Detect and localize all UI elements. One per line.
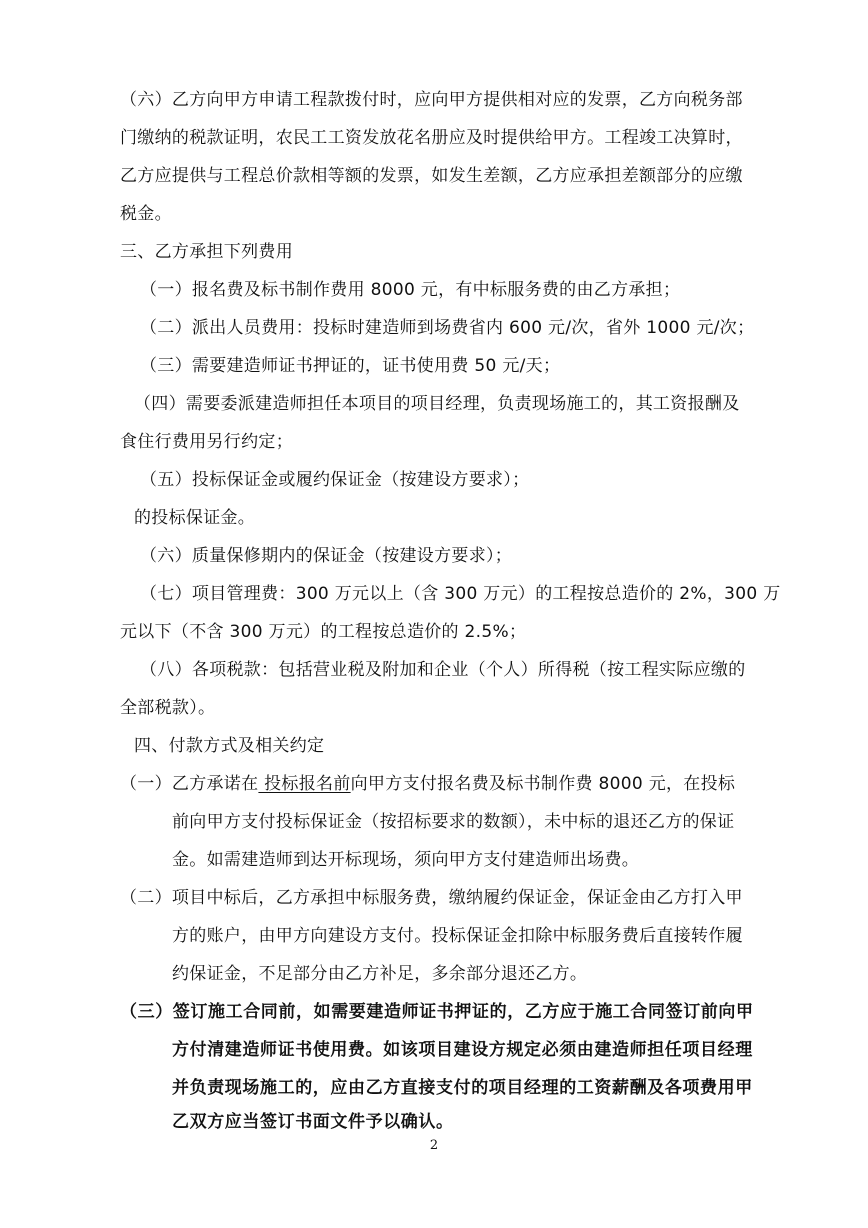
payment-item-1-prefix: （一）乙方承诺在 [120,774,259,794]
fee-item-4-cont: 食住行费用另行约定； [120,432,293,452]
section6-line-2: 门缴纳的税款证明，农民工工资发放花名册应及时提供给甲方。工程竣工决算时， [120,128,743,148]
payment-item-3-line-2: 方付清建造师证书使用费。如该项目建设方规定必须由建造师担任项目经理 [172,1040,753,1060]
payment-item-1-line-2: 前向甲方支付投标保证金（按招标要求的数额），未中标的退还乙方的保证 [172,812,735,832]
fee-item-3: （三）需要建造师证书押证的，证书使用费 50 元/天； [140,356,561,376]
payment-item-3-line-3: 并负责现场施工的，应由乙方直接支付的项目经理的工资薪酬及各项费用甲 [172,1078,753,1098]
fee-item-1: （一）报名费及标书制作费用 8000 元，有中标服务费的由乙方承担； [140,280,681,300]
payment-item-2: （二）项目中标后，乙方承担中标服务费，缴纳履约保证金，保证金由乙方打入甲 [120,888,743,908]
heading-section-4: 四、付款方式及相关约定 [134,736,325,756]
payment-item-3: （三）签订施工合同前，如需要建造师证书押证的，乙方应于施工合同签订前向甲 [120,1002,754,1022]
fee-item-4: （四）需要委派建造师担任本项目的项目经理，负责现场施工的，其工资报酬及 [134,394,740,414]
section6-line-4: 税金。 [120,204,172,224]
fee-item-8-cont: 全部税款）。 [120,698,216,718]
payment-item-1-deadline: 投标报名前 [258,774,351,794]
section6-line-3: 乙方应提供与工程总价款相等额的发票，如发生差额，乙方应承担差额部分的应缴 [120,166,743,186]
payment-item-1-suffix: 向甲方支付报名费及标书制作费 8000 元，在投标 [350,774,736,794]
page-number: 2 [429,1138,439,1153]
payment-item-2-line-2: 方的账户，由甲方向建设方支付。投标保证金扣除中标服务费后直接转作履 [172,926,743,946]
payment-item-2-line-3: 约保证金，不足部分由乙方补足，多余部分退还乙方。 [172,964,588,984]
payment-item-1-line-3: 金。如需建造师到达开标现场，须向甲方支付建造师出场费。 [172,850,640,870]
fee-item-6: （六）质量保修期内的保证金（按建设方要求）； [140,546,513,566]
payment-item-1 [120,772,735,796]
fee-item-7: （七）项目管理费：300 万元以上（含 300 万元）的工程按总造价的 2%，300 万 [140,584,781,604]
section6-line-1: （六）乙方向甲方申请工程款拨付时，应向甲方提供相对应的发票，乙方向税务部 [120,90,743,110]
fee-item-5-cont: 的投标保证金。 [134,508,256,528]
heading-section-3: 三、乙方承担下列费用 [120,242,293,262]
payment-item-3-line-4: 乙双方应当签订书面文件予以确认。 [172,1112,454,1132]
fee-item-5: （五）投标保证金或履约保证金（按建设方要求）； [140,470,530,490]
fee-item-8: （八）各项税款：包括营业税及附加和企业（个人）所得税（按工程实际应缴的 [140,660,746,680]
fee-item-7-cont: 元以下（不含 300 万元）的工程按总造价的 2.5%； [120,622,527,642]
fee-item-2: （二）派出人员费用：投标时建造师到场费省内 600 元/次，省外 1000 元/次； [140,318,755,338]
